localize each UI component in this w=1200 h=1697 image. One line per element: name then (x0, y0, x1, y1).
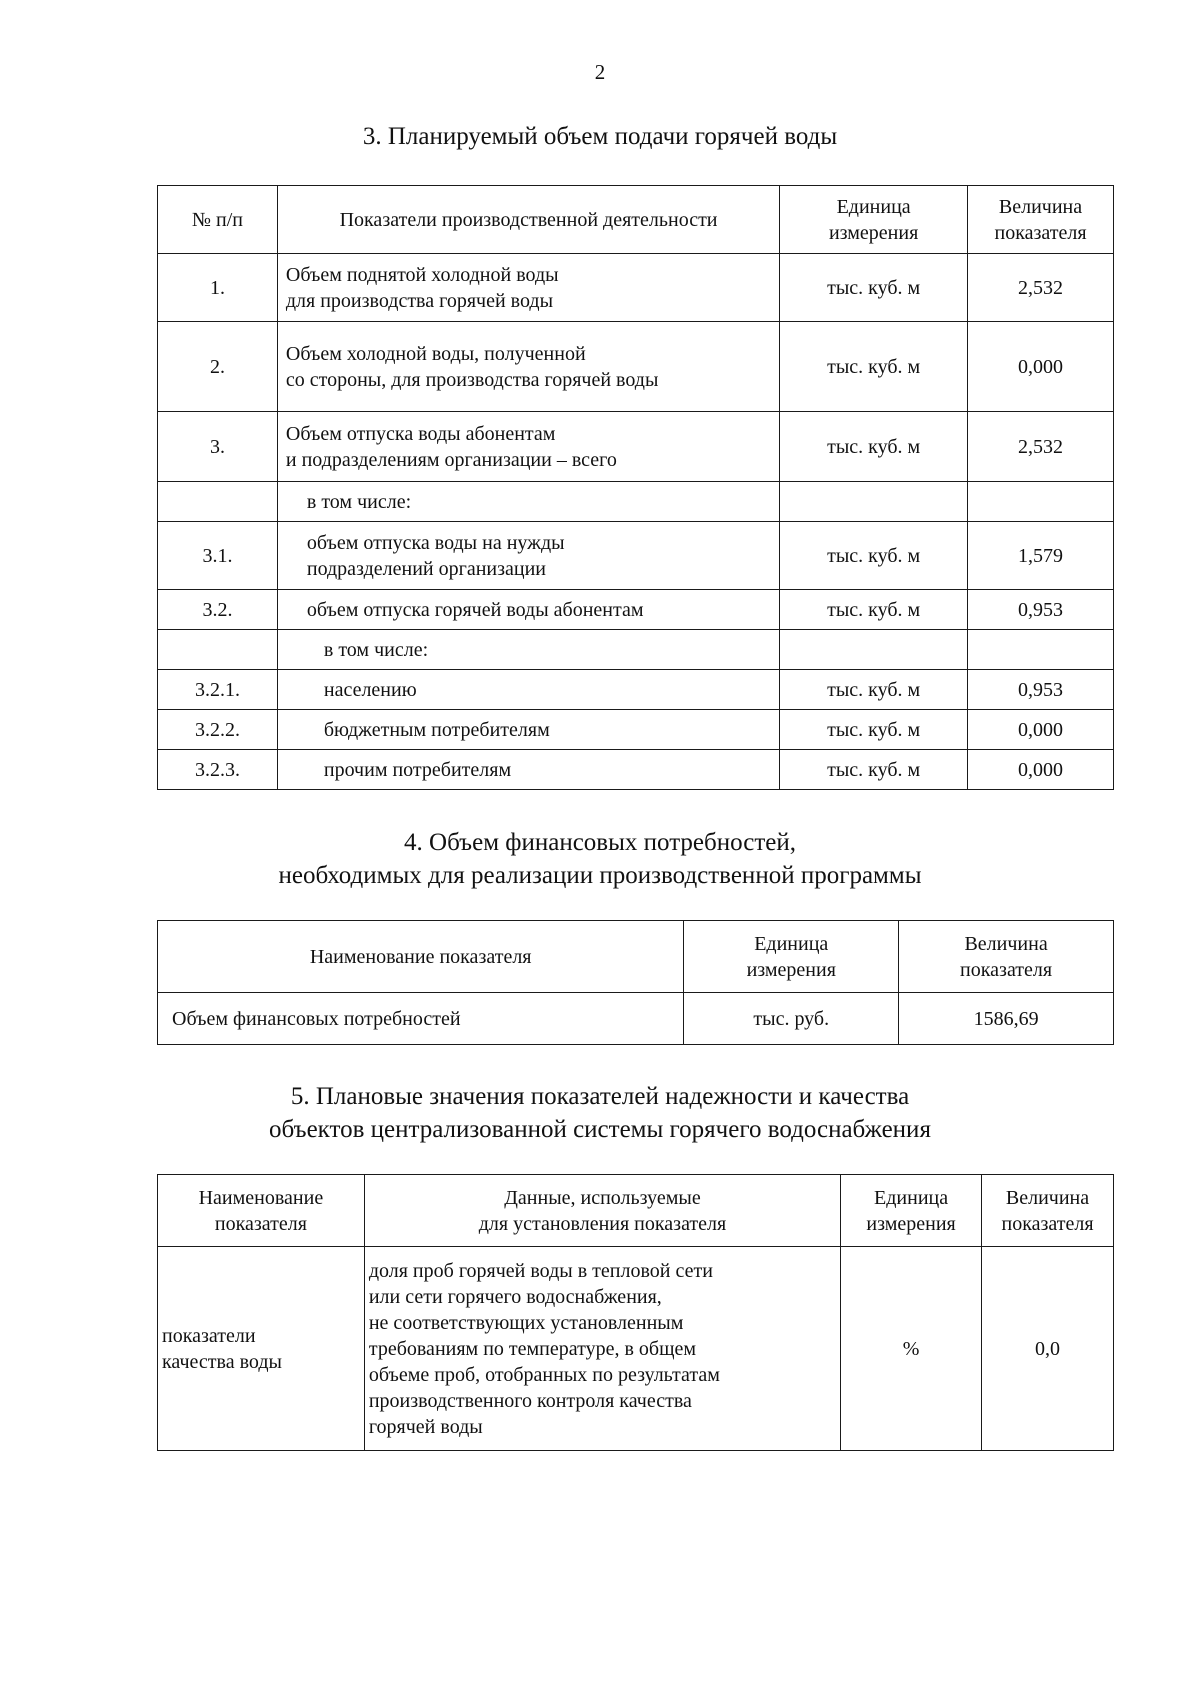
row-unit: тыс. куб. м (780, 254, 968, 322)
header-value: Величина показателя (968, 186, 1114, 254)
row-indicator: Объем поднятой холодной воды для производства горячей воды (277, 254, 779, 322)
row-value: 0,0 (982, 1247, 1114, 1451)
row-value: 0,000 (968, 750, 1114, 790)
row-num: 3.2.1. (158, 670, 278, 710)
header-value: Величина показателя (899, 921, 1114, 993)
row-indicator: в том числе: (277, 630, 779, 670)
row-num: 3.2.2. (158, 710, 278, 750)
header-value: Величина показателя (982, 1175, 1114, 1247)
row-num: 1. (158, 254, 278, 322)
header-unit: Единица измерения (841, 1175, 982, 1247)
row-unit: тыс. куб. м (780, 522, 968, 590)
table-header-row (158, 1175, 1114, 1247)
row-unit: тыс. куб. м (780, 750, 968, 790)
table-row (158, 322, 1114, 412)
table-row (158, 750, 1114, 790)
row-indicator: объем отпуска горячей воды абонентам (277, 590, 779, 630)
table-row (158, 482, 1114, 522)
table-row (158, 1247, 1114, 1451)
row-indicator: Объем холодной воды, полученной со стороны, для производства горячей воды (277, 322, 779, 412)
row-unit: % (841, 1247, 982, 1451)
table-row (158, 630, 1114, 670)
row-indicator: в том числе: (277, 482, 779, 522)
table-row (158, 412, 1114, 482)
row-name: показатели качества воды (158, 1247, 365, 1451)
row-indicator: Объем отпуска воды абонентам и подразделениям организации – всего (277, 412, 779, 482)
row-value: 0,000 (968, 710, 1114, 750)
section5-title: 5. Плановые значения показателей надежности и качества объектов централизованной системы горячего водоснабжения (269, 1083, 931, 1143)
section4-table (157, 920, 1114, 1045)
header-indicator: Показатели производственной деятельности (277, 186, 779, 254)
table-row (158, 254, 1114, 322)
row-value (968, 630, 1114, 670)
row-unit: тыс. куб. м (780, 412, 968, 482)
row-num: 3.2. (158, 590, 278, 630)
row-unit: тыс. куб. м (780, 710, 968, 750)
row-unit (780, 630, 968, 670)
row-unit: тыс. куб. м (780, 322, 968, 412)
row-value: 0,953 (968, 670, 1114, 710)
header-name: Наименование показателя (158, 1175, 365, 1247)
row-value (968, 482, 1114, 522)
header-name: Наименование показателя (158, 921, 684, 993)
row-value: 1,579 (968, 522, 1114, 590)
row-num: 2. (158, 322, 278, 412)
row-indicator: прочим потребителям (277, 750, 779, 790)
header-num: № п/п (158, 186, 278, 254)
section4-title: 4. Объем финансовых потребностей, необходимых для реализации производственной программы (278, 829, 922, 889)
table-row (158, 710, 1114, 750)
table-row (158, 670, 1114, 710)
page-number: 2 (594, 60, 606, 84)
row-name: Объем финансовых потребностей (158, 993, 684, 1045)
row-unit (780, 482, 968, 522)
row-data: доля проб горячей воды в тепловой сети или сети горячего водоснабжения, не соответствующих установленным требованиям по температуре, в общем объеме проб, отобранных по результатам производственного контроля качества горячей воды (364, 1247, 840, 1451)
header-data: Данные, используемые для установления показателя (364, 1175, 840, 1247)
row-num: 3.1. (158, 522, 278, 590)
row-indicator: бюджетным потребителям (277, 710, 779, 750)
row-value: 2,532 (968, 412, 1114, 482)
row-num: 3. (158, 412, 278, 482)
table-row (158, 522, 1114, 590)
row-num (158, 630, 278, 670)
row-value: 0,000 (968, 322, 1114, 412)
row-num (158, 482, 278, 522)
row-unit: тыс. руб. (684, 993, 899, 1045)
table-row (158, 590, 1114, 630)
row-indicator: объем отпуска воды на нужды подразделений организации (277, 522, 779, 590)
row-unit: тыс. куб. м (780, 670, 968, 710)
row-value: 2,532 (968, 254, 1114, 322)
table-header-row (158, 186, 1114, 254)
row-value: 0,953 (968, 590, 1114, 630)
row-unit: тыс. куб. м (780, 590, 968, 630)
row-num: 3.2.3. (158, 750, 278, 790)
row-indicator: населению (277, 670, 779, 710)
header-unit: Единица измерения (684, 921, 899, 993)
table-header-row (158, 921, 1114, 993)
section3-table (157, 185, 1114, 790)
section3-title: 3. Планируемый объем подачи горячей воды (362, 123, 838, 150)
row-value: 1586,69 (899, 993, 1114, 1045)
header-unit: Единица измерения (780, 186, 968, 254)
section5-table (157, 1174, 1114, 1451)
table-row (158, 993, 1114, 1045)
